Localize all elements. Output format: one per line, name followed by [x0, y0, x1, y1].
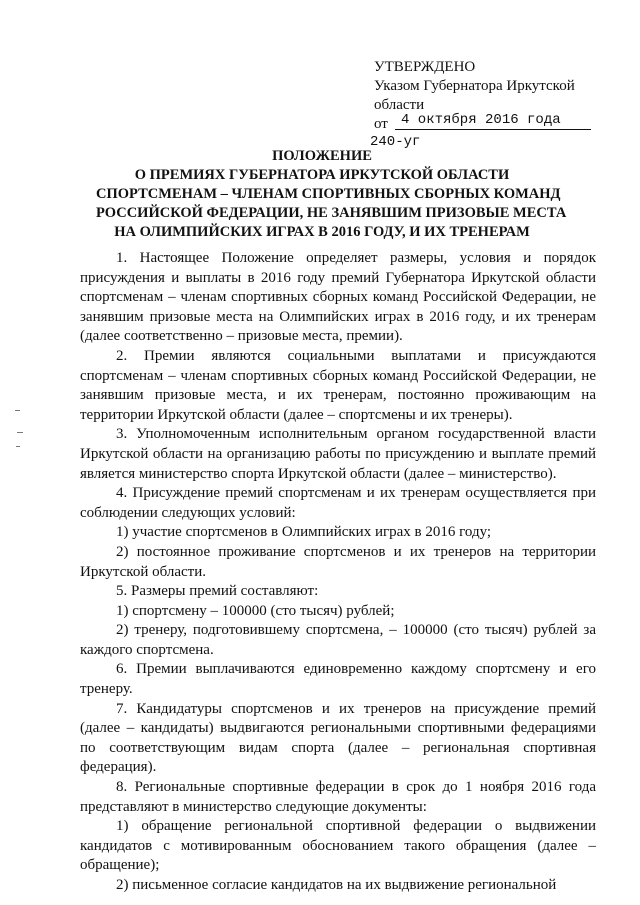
list-item: 1) обращение региональной спортивной федерации о выдвижении кандидатов с мотивированным обоснованием такого обращения (далее – обращение); [80, 818, 596, 874]
title-line: СПОРТСМЕНАМ – ЧЛЕНАМ СПОРТИВНЫХ СБОРНЫХ КОМАНД [96, 186, 561, 202]
document-title [96, 147, 567, 242]
list-item: 1) участие спортсменов в Олимпийских играх в 2016 году; [116, 524, 492, 541]
approval-date-prefix: от [374, 116, 388, 132]
paragraph: 1. Настоящее Положение определяет размеры, условия и порядок присуждения и выплаты в 2016 году премий Губернатора Иркутской области спортсменам – членам спортивных сборных команд Российской Федерации, не занявшим призовые места на Олимпийских играх в 2016 году, и их тренерам (далее соответственно – призовые места, премии). [80, 250, 596, 345]
scan-specks [13, 400, 27, 470]
approval-decree-line: Указом Губернатора Иркутской [374, 78, 575, 94]
scan-speck [15, 410, 20, 411]
approval-number: 240-уг [370, 134, 421, 150]
paragraph: 4. Присуждение премий спортсменам и их тренерам осуществляется при соблюдении следующих условий: [80, 485, 596, 521]
approval-date-row [374, 112, 606, 134]
approval-block [370, 58, 606, 150]
title-line: ПОЛОЖЕНИЕ [272, 148, 372, 164]
paragraph: 5. Размеры премий составляют: [116, 583, 319, 600]
approval-date-value: 4 октября 2016 года [395, 112, 591, 130]
list-item: 2) письменное согласие кандидатов на их выдвижение региональной [116, 877, 557, 893]
list-item: 2) тренеру, подготовившему спортсмена, – 100000 (сто тысяч) рублей за каждого спортсмена. [80, 622, 596, 658]
scan-speck [16, 446, 20, 447]
title-line: РОССИЙСКОЙ ФЕДЕРАЦИИ, НЕ ЗАНЯВШИМ ПРИЗОВЫЕ МЕСТА [96, 205, 567, 221]
title-line: О ПРЕМИЯХ ГУБЕРНАТОРА ИРКУТСКОЙ ОБЛАСТИ [134, 167, 510, 183]
paragraph: 6. Премии выплачиваются единовременно каждому спортсмену и его тренеру. [80, 661, 596, 698]
approval-decree-region: области [374, 97, 425, 113]
approval-heading: УТВЕРЖДЕНО [374, 59, 476, 75]
paragraph: 7. Кандидатуры спортсменов и их тренеров на присуждение премий (далее – кандидаты) выдвигаются региональными спортивными федерациями по соответствующим видам спорта (далее – региональная спортивная федерация). [80, 700, 596, 776]
scan-speck [17, 432, 23, 433]
paragraph: 8. Региональные спортивные федерации в срок до 1 ноября 2016 года представляют в министерство следующие документы: [80, 779, 596, 815]
list-item: 2) постоянное проживание спортсменов и их тренеров на территории Иркутской области. [80, 543, 596, 580]
list-item: 1) спортсмену – 100000 (сто тысяч) рублей; [116, 602, 395, 619]
document-body [80, 249, 596, 896]
paragraph: 2. Премии являются социальными выплатами и присуждаются спортсменам – членам спортивных сборных команд Российской Федерации, не занявшим призовые места, и их тренерам, постоянно проживающим на территории Иркутской области (далее – спортсмены и их тренеры). [80, 347, 596, 423]
title-line: НА ОЛИМПИЙСКИХ ИГРАХ В 2016 ГОДУ, И ИХ ТРЕНЕРАМ [114, 224, 530, 240]
paragraph: 3. Уполномоченным исполнительным органом государственной власти Иркутской области на организацию работы по присуждению и выплате премий является министерство спорта Иркутской области (далее – министерство). [80, 426, 596, 482]
